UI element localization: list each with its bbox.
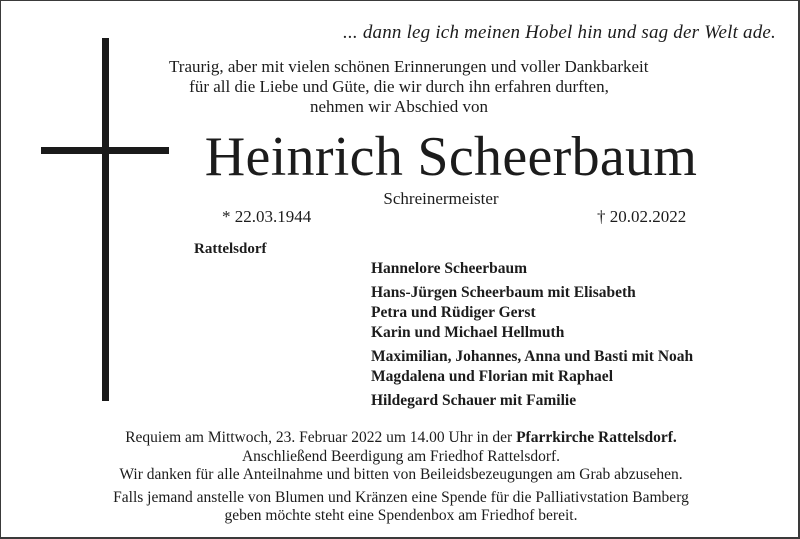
mourner-line: Hildegard Schauer mit Familie — [371, 392, 577, 409]
motto-quote: ... dann leg ich meinen Hobel hin und sag der Welt ade. — [343, 22, 776, 43]
mourner-line: Hannelore Scheerbaum — [371, 260, 527, 277]
death-date: † 20.02.2022 — [597, 207, 687, 226]
requiem-line — [61, 429, 741, 448]
donation-line: Falls jemand anstelle von Blumen und Kränzen eine Spende für die Palliativstation Bamberg — [113, 488, 689, 506]
mourner-line: Magdalena und Florian mit Raphael — [371, 368, 613, 385]
mourner-group — [371, 347, 693, 387]
intro-line: nehmen wir Abschied von — [310, 97, 488, 116]
mourner-line: Petra und Rüdiger Gerst — [371, 304, 536, 321]
deceased-name: Heinrich Scheerbaum — [204, 126, 698, 188]
mourner-line: Karin und Michael Hellmuth — [371, 324, 565, 341]
intro-text — [169, 57, 649, 117]
donation-line: geben möchte steht eine Spendenbox am Friedhof bereit. — [224, 507, 578, 524]
mourner-line: Maximilian, Johannes, Anna und Basti mit Noah — [371, 348, 694, 365]
intro-line: Traurig, aber mit vielen schönen Erinnerungen und voller Dankbarkeit — [169, 57, 649, 76]
service-information — [61, 429, 741, 526]
place-of-residence: Rattelsdorf — [194, 241, 267, 257]
mourner-line: Hans-Jürgen Scheerbaum mit Elisabeth — [371, 284, 636, 301]
birth-date: * 22.03.1944 — [222, 207, 312, 226]
burial-line: Anschließend Beerdigung am Friedhof Rattelsdorf. — [241, 447, 561, 465]
mourners-list — [371, 259, 693, 415]
cross-vertical-beam — [102, 38, 109, 401]
cross-horizontal-beam — [41, 147, 169, 154]
mourner-group — [371, 259, 693, 279]
requiem-location: Pfarrkirche Rattelsdorf. — [516, 429, 677, 446]
thanks-line: Wir danken für alle Anteilnahme und bitten von Beileidsbezeugungen am Grab abzusehen. — [119, 466, 683, 483]
intro-line: für all die Liebe und Güte, die wir durch ihn erfahren durften, — [189, 77, 609, 96]
deceased-profession: Schreinermeister — [383, 189, 499, 208]
mourner-group — [371, 283, 693, 343]
requiem-text: Requiem am Mittwoch, 23. Februar 2022 um 14.00 Uhr in der — [125, 429, 517, 446]
mourner-group — [371, 391, 693, 411]
